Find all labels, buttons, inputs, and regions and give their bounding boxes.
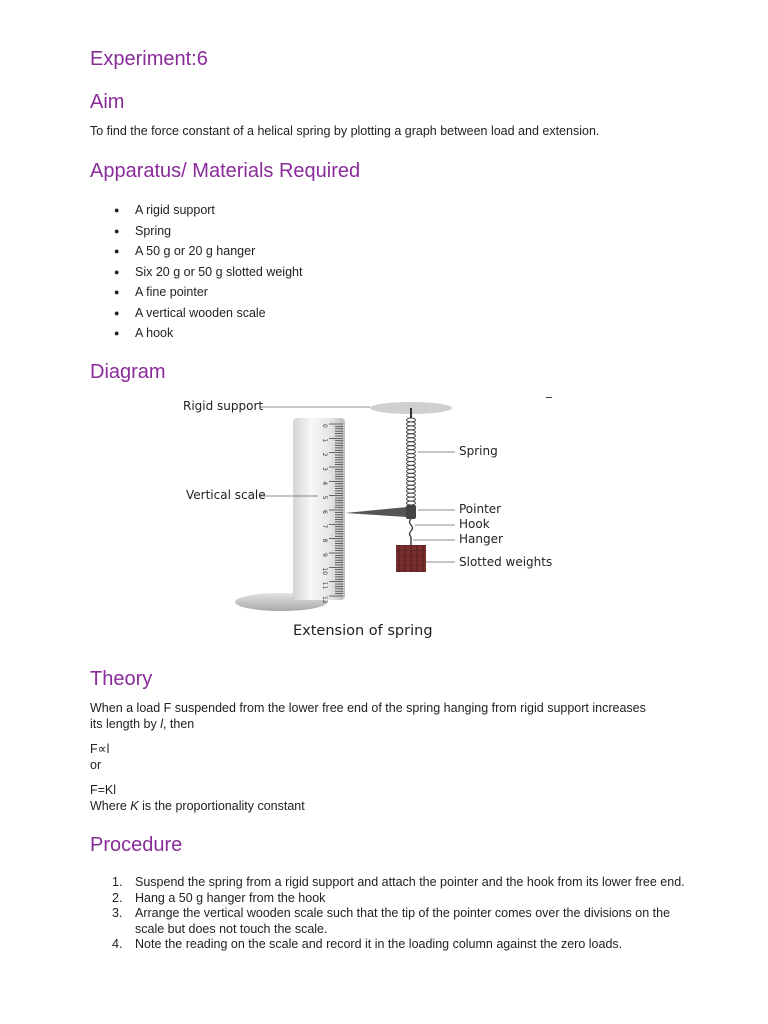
scale-number: 7	[321, 524, 328, 529]
list-item	[90, 891, 690, 907]
scale-number: 6	[321, 510, 328, 514]
spring-loop	[407, 473, 416, 477]
list-item	[90, 906, 690, 937]
theory-text: its length by	[90, 717, 161, 731]
scale-number: 3	[321, 467, 328, 471]
label-rigid-support: Rigid support	[183, 399, 264, 413]
list-item: ● A fine pointer	[90, 282, 302, 303]
spring-loop	[407, 461, 416, 465]
diagram-heading: Diagram	[90, 361, 166, 383]
spring-loop	[407, 426, 416, 430]
experiment-title: Experiment:6	[90, 48, 208, 70]
spring-loop	[407, 430, 416, 434]
label-pointer: Pointer	[459, 502, 502, 516]
theory-text: , then	[162, 717, 195, 731]
scale-number: 10	[321, 567, 328, 575]
list-item: ● A rigid support	[90, 200, 302, 221]
scale-number: 12	[321, 596, 328, 604]
spring-loop	[407, 418, 416, 422]
spring-loop	[407, 465, 416, 469]
scale-number: 1	[321, 438, 328, 443]
step-text: Hang a 50 g hanger from the hook	[135, 890, 326, 905]
pointer	[345, 507, 407, 517]
step-text: Arrange the vertical wooden scale such that the tip of the pointer comes over the divisions on the scale but does not touch the scale.	[135, 906, 671, 936]
spring-loop	[407, 438, 416, 442]
scale-number: 2	[321, 452, 328, 457]
or-text: or	[90, 758, 102, 772]
spring-loop	[407, 493, 416, 497]
aim-text: To find the force constant of a helical spring by plotting a graph between load and extension.	[90, 124, 600, 138]
where-text	[90, 798, 690, 814]
theory-line-2	[90, 716, 690, 732]
list-item: ● Six 20 g or 50 g slotted weight	[90, 262, 302, 283]
scale-number: 8	[321, 538, 328, 543]
procedure-heading: Procedure	[90, 834, 183, 856]
hook	[410, 519, 413, 537]
equation-hooke: F=Kl	[90, 783, 117, 797]
pointer-block	[406, 505, 416, 519]
step-text: Suspend the spring from a rigid support and attach the pointer and the hook from its lower free end.	[135, 875, 685, 889]
stray-mark: _	[546, 390, 552, 398]
scale-number: 5	[321, 495, 328, 500]
list-item: ● A hook	[90, 323, 302, 344]
spring-loop	[407, 422, 416, 426]
theory-heading: Theory	[90, 668, 153, 690]
spring-diagram-svg	[90, 390, 570, 645]
label-hanger: Hanger	[459, 532, 503, 546]
label-vertical-scale: Vertical scale	[186, 488, 266, 502]
equation-proportional: F∝l	[90, 742, 110, 756]
variable-k: K	[130, 799, 139, 813]
scale-number: 0	[321, 424, 328, 428]
spring-loop	[407, 450, 416, 454]
list-item	[90, 875, 690, 891]
slotted-weights	[396, 545, 426, 572]
diagram-caption: Extension of spring	[293, 623, 433, 639]
variable-l: l	[160, 717, 163, 731]
scale-number: 9	[321, 553, 328, 557]
apparatus-heading: Apparatus/ Materials Required	[90, 160, 361, 182]
label-spring: Spring	[459, 444, 498, 458]
step-number: 3.	[112, 906, 123, 920]
list-item: ● Spring	[90, 221, 302, 242]
label-slotted-weights: Slotted weights	[459, 555, 553, 569]
spring-loop	[407, 497, 416, 501]
spring-coil	[407, 418, 416, 505]
procedure-list	[90, 875, 690, 953]
spring-loop	[407, 458, 416, 462]
scale-number: 11	[321, 581, 328, 590]
spring-diagram	[90, 390, 570, 645]
theory-text: is the proportionality constant	[138, 799, 305, 813]
step-text: Note the reading on the scale and record it in the loading column against the zero loads.	[135, 937, 623, 951]
aim-heading: Aim	[90, 91, 125, 113]
spring-loop	[407, 446, 416, 450]
spring-loop	[407, 481, 416, 485]
list-item: ● A vertical wooden scale	[90, 303, 302, 324]
spring-loop	[407, 485, 416, 489]
list-item	[90, 937, 690, 953]
list-item: ● A 50 g or 20 g hanger	[90, 241, 302, 262]
spring-loop	[407, 501, 416, 505]
label-hook: Hook	[459, 517, 490, 531]
spring-loop	[407, 477, 416, 481]
spring-loop	[407, 434, 416, 438]
apparatus-list	[90, 200, 302, 344]
step-number: 2.	[112, 890, 123, 905]
spring-loop	[407, 442, 416, 446]
step-number: 1.	[112, 875, 123, 889]
scale-number: 4	[321, 481, 328, 486]
theory-line-1: When a load F suspended from the lower free end of the spring hanging from rigid support increases	[90, 701, 646, 715]
spring-loop	[407, 489, 416, 493]
spring-loop	[407, 454, 416, 458]
spring-loop	[407, 469, 416, 473]
theory-text: Where	[90, 799, 131, 813]
step-number: 4.	[112, 937, 123, 951]
